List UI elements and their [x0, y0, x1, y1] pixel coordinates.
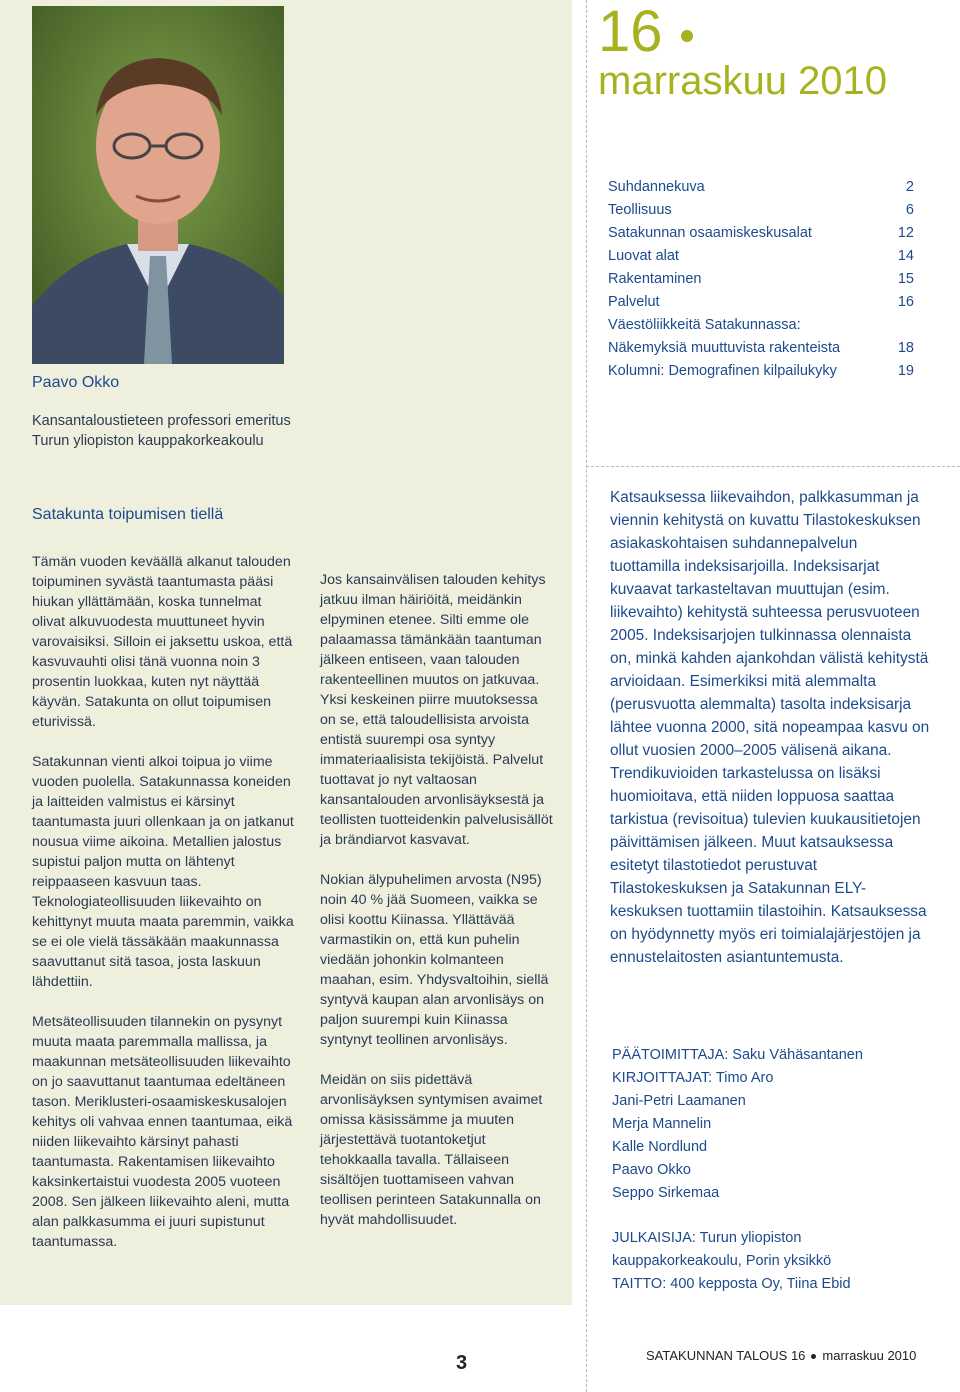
writer: Paavo Okko: [612, 1162, 691, 1178]
article-paragraph: Nokian älypuhelimen arvosta (N95) noin 40 % jää Suomeen, vaikka se olisi koottu Kiinassa. Yllättävää varmastikin on, että kun puhelin viedään johonkin kolmanteen maahan, esim. Yhdysvaltoihin, siellä syntyvä kaupan alan arvonlisäys on paljon suurempi kuin Kiinassa syntynyt teollinen arvonlisäys.: [320, 872, 549, 1048]
writer: Merja Mannelin: [612, 1116, 712, 1132]
footer-publication: SATAKUNNAN TALOUS 16: [646, 1348, 806, 1363]
article-column-1: [32, 552, 296, 1272]
article-paragraph: Tämän vuoden keväällä alkanut talouden toipuminen syvästä taantumasta pääsi hiukan yllättämään, koska tunnelmat olivat alkuvuodesta muuttuneet hyvin varovaisiksi. Silloin ei jaksettu uskoa, että kasvuvauhti olisi tänä vuonna noin 3 prosentin luokkaa, kuten nyt näyttää käyvän. Satakunta on ollut toipumisen eturivissä.: [32, 554, 293, 730]
author-title-line1: Kansantaloustieteen professori emeritus: [32, 413, 291, 429]
issue-number-text: 16: [598, 0, 663, 64]
writer: Kalle Nordlund: [612, 1139, 708, 1155]
author-title-line2: Turun yliopiston kauppakorkeakoulu: [32, 433, 264, 449]
dashed-divider-vertical: [586, 0, 587, 1392]
bullet-dot-icon: [811, 1354, 816, 1359]
sidebar-text: Katsauksessa liikevaihdon, palkkasumman ja viennin kehitystä on kuvattu Tilastokeskuksen asiakaskohtaisen suhdannepalvelun tuottamilla indeksisarjoilla. Indeksisarjat kuvaavat tarkasteltavan muuttujan (esim. liikevaihto) kehitystä suhteessa perusvuoteen 2005. Indeksisarjojen tulkinnassa olennaista on, minkä kahden ajankohdan välistä kehitystä arvioidaan. Esimerkiksi mitä alemmalta (perusvuotta alemmalta) tasolta indeksisarja lähtee vuonna 2000, sitä nopeampaa kasvu on ollut vuosien 2000–2005 välisenä aikana. Trendikuvioiden tarkastelussa on lisäksi huomioitava, että niiden loppuosa saattaa tarkistua (revisoitua) tulevien kuukausitietojen päivittämisen jälkeen. Muut katsauksessa esitetyt tilastotiedot perustuvat Tilastokeskuksen ja Satakunnan ELY-keskuksen tuottamiin tilastoihin. Katsauksessa on hyödynnetty myös eri toimialajärjestöjen ja ennustelaitosten asiantuntemusta.: [610, 489, 930, 966]
bullet-dot-icon: [681, 30, 693, 42]
article-title: Satakunta toipumisen tiellä: [32, 506, 224, 523]
footer-date: marraskuu 2010: [822, 1348, 917, 1363]
toc-item[interactable]: Väestöliikkeitä Satakunnassa:: [608, 317, 801, 333]
toc-item[interactable]: Suhdannekuva 2: [608, 179, 914, 195]
writers-label: KIRJOITTAJAT: Timo Aro: [612, 1070, 774, 1086]
author-photo: [32, 6, 284, 364]
article-paragraph: Meidän on siis pidettävä arvonlisäyksen syntymisen avaimet omissa käsissämme ja muuten järjestettävä tuotantoketjut tehokkaalla tavalla. Tällaiseen sisältöjen tuottamiseen vahvan teollisen perinteen Satakunnalla on hyvät mahdollisuudet.: [320, 1072, 543, 1228]
toc-item[interactable]: Satakunnan osaamiskeskusalat 12: [608, 225, 914, 241]
author-name: Paavo Okko: [32, 374, 120, 391]
toc-item[interactable]: Luovat alat 14: [608, 248, 914, 264]
article-paragraph: Jos kansainvälisen talouden kehitys jatkuu ilman häiriöitä, meidänkin elpyminen etenee. Silti emme ole palaamassa tämänkään taantuman jälkeen entiseen, vaan talouden rakenteellinen muutos on jatkuvaa. Yksi keskeinen piirre muutoksessa on se, että taloudellisista arvoista entistä suurempi osa syntyy immateriaalisista tekijöistä. Palvelut tuottavat jo nyt valtaosan kansantalouden arvonlisäyksestä ja teollisten tuotteidenkin palvelusisällöt ja brändiarvot kasvavat.: [320, 572, 553, 848]
writer: Jani-Petri Laamanen: [612, 1093, 746, 1109]
writer: Seppo Sirkemaa: [612, 1185, 720, 1201]
publisher-line1: JULKAISIJA: Turun yliopiston: [612, 1230, 802, 1246]
spacer: [612, 1205, 863, 1227]
author-title: [32, 411, 291, 451]
article-paragraph: Metsäteollisuuden tilannekin on pysynyt muuta maata paremmalla mallissa, ja maakunnan metsäteollisuuden liikevaihto on jo saavuttanut taantumaa edeltäneen tason. Meriklusteri-osaamiskeskusalojen kehitys oli vahvaa ennen taantumaa, eikä niiden liikevaihto kärsinyt pahasti taantumasta. Rakentamisen liikevaihto kaksinkertaistui vuodesta 2005 vuoteen 2008. Sen jälkeen liikevaihto aleni, mutta alan palkkasumma ei juuri supistunut taantumassa.: [32, 1014, 293, 1250]
toc-item[interactable]: Palvelut 16: [608, 294, 914, 310]
table-of-contents: [608, 176, 914, 383]
layout-credit: TAITTO: 400 kepposta Oy, Tiina Ebid: [612, 1276, 851, 1292]
issue-date: marraskuu 2010: [598, 59, 888, 103]
dashed-divider-horizontal: [586, 466, 960, 467]
article-column-2: [320, 570, 556, 1250]
article-paragraph: Satakunnan vienti alkoi toipua jo viime vuoden puolella. Satakunnassa koneiden ja laitteiden valmistus ei kärsinyt taantumasta juuri ollenkaan ja on jatkanut nousua viime aikoina. Metallien jalostus supistui paljon mutta on lähtenyt reippaaseen kasvuun taas. Teknologiateollisuuden liikevaihto on kehittynyt muuta maata paremmin, vaikka se ei ole vielä tässäkään maakunnassa saavuttanut sitä tasoa, josta laskuun lähdettiin.: [32, 754, 294, 990]
chief-editor: PÄÄTOIMITTAJA: Saku Vähäsantanen: [612, 1047, 863, 1063]
toc-item[interactable]: Kolumni: Demografinen kilpailukyky 19: [608, 363, 914, 379]
publisher-line2: kauppakorkeakoulu, Porin yksikkö: [612, 1253, 832, 1269]
toc-item[interactable]: Rakentaminen 15: [608, 271, 914, 287]
footer: [646, 1348, 916, 1363]
toc-item[interactable]: Näkemyksiä muuttuvista rakenteista 18: [608, 340, 914, 356]
credits: [612, 1044, 863, 1296]
toc-item[interactable]: Teollisuus 6: [608, 202, 914, 218]
page-number: 3: [456, 1352, 468, 1374]
issue-number: [598, 2, 693, 62]
